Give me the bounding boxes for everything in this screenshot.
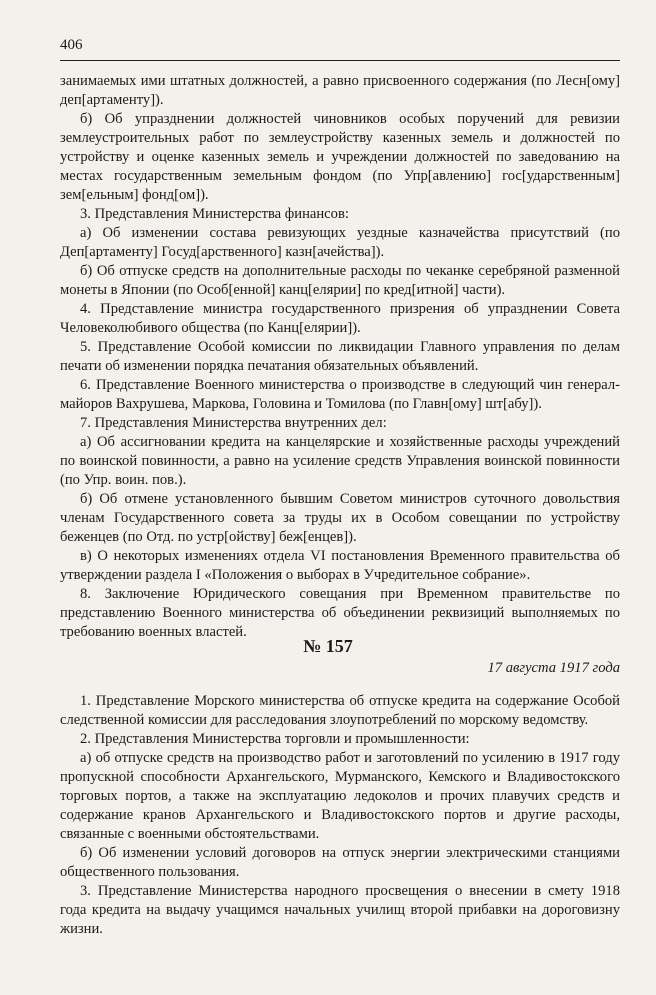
paragraph: б) Об отмене установленного бывшим Советом министров суточного довольствия членам Государственного совета за труды их в Особом совещании по устройству беженцев (по Отд. по устр[ойству] беж[енцев]). [60,491,620,545]
paragraph: а) Об изменении состава ревизующих уездные казначейства присутствий (по Деп[артаменту] Госуд[арственного] казн[ачейства]). [60,225,620,260]
paragraph: 6. Представление Военного министерства о производстве в следующий чин генерал-майоров Вахрушева, Маркова, Головина и Томилова (по Главн[ому] шт[абу]). [60,377,620,412]
paragraph: а) Об ассигновании кредита на канцелярские и хозяйственные расходы учреждений по воинской повинности, а равно на усиление средств Управления воинской повинности (по Упр. воин. пов.). [60,434,620,488]
section-2-text [60,692,620,939]
paragraph: 2. Представления Министерства торговли и промышленности: [80,731,470,747]
paragraph: 3. Представление Министерства народного просвещения о внесении в смету 1918 года кредита на выдачу учащимся начальных училищ второй прибавки на дороговизну жизни. [60,883,620,937]
document-date: 17 августа 1917 года [487,660,620,676]
paragraph: б) Об отпуске средств на дополнительные расходы по чеканке серебряной разменной монеты в Японии (по Особ[енной] канц[елярии] по кред[итной] части). [60,263,620,298]
paragraph: 7. Представления Министерства внутренних дел: [80,415,387,431]
document-number: № 157 [303,636,353,656]
paragraph: б) Об упразднении должностей чиновников особых поручений для ревизии землеустроительных работ по землеустройству казенных земель и должностей по устройству и оценке казенных земель и учреждении должностей по заведованию на местах государственным земельным фондом (по Упр[авлению] гос[ударственным] зем[ельным] фонд[ом]). [60,111,620,203]
paragraph: 3. Представления Министерства финансов: [80,206,349,222]
paragraph: б) Об изменении условий договоров на отпуск энергии электрическими станциями общественного пользования. [60,845,620,880]
paragraph: 1. Представление Морского министерства об отпуске кредита на содержание Особой следственной комиссии для расследования злоупотреблений по морскому ведомству. [60,693,620,728]
paragraph: в) О некоторых изменениях отдела VI постановления Временного правительства об утверждении раздела I «Положения о выборах в Учредительное собрание». [60,548,620,583]
paragraph: занимаемых ими штатных должностей, а равно присвоенного содержания (по Лесн[ому] деп[артаменту]). [60,73,620,108]
paragraph: 8. Заключение Юридического совещания при Временном правительстве по представлению Военного министерства об объединении реквизиций выполняемых по требованию военных властей. [60,586,620,640]
section-1-text [60,72,620,642]
paragraph: 5. Представление Особой комиссии по ликвидации Главного управления по делам печати об изменении порядка печатания обязательных объявлений. [60,339,620,374]
paragraph: 4. Представление министра государственного призрения об упразднении Совета Человеколюбивого общества (по Канц[елярии]). [60,301,620,336]
page-number: 406 [60,37,83,53]
header-rule [60,60,620,61]
paragraph: а) об отпуске средств на производство работ и заготовлений по усилению в 1917 году пропускной способности Архангельского, Мурманского, Кемского и Владивостокского торговых портов, а также на эксплуатацию ледоколов и прочих плавучих средств и содержание кранов Архангельского и Владивостокского портов и другие расходы, связанные с военными обстоятельствами. [60,750,620,842]
